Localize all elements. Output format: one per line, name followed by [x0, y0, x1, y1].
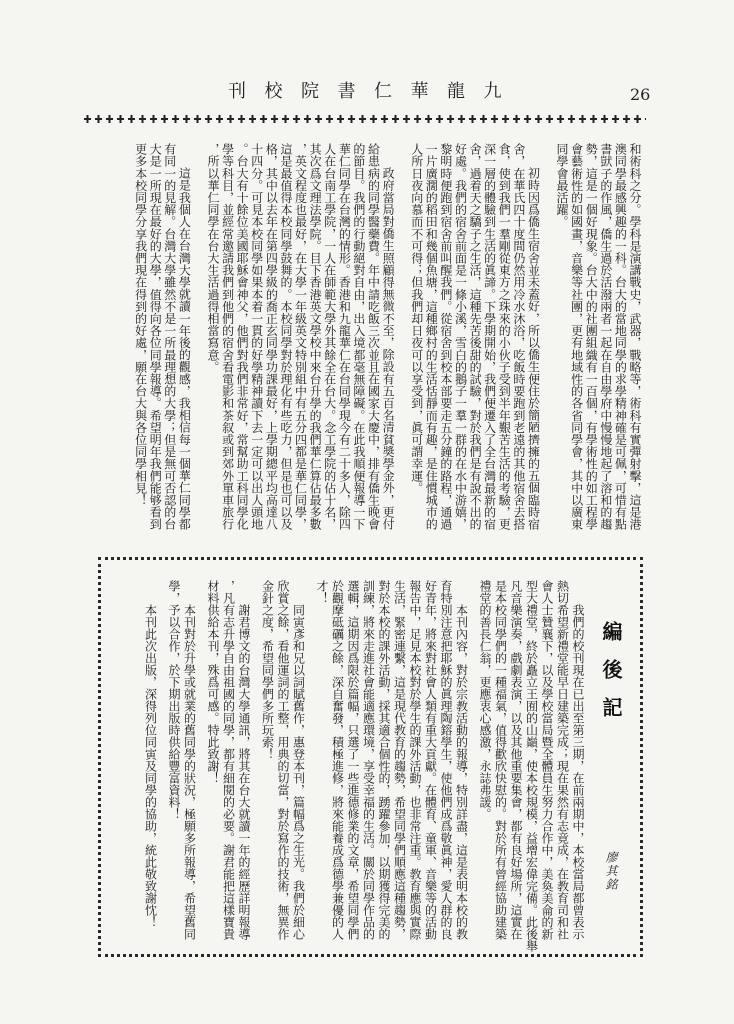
editorial-body: [142, 580, 585, 952]
text-column: 初時因爲僑生宿舍並未蓋好，所以僑生便住於簡陋擠擁的五個臨時宿: [526, 167, 541, 530]
text-column: 有同一的見解。台灣大學雖然不是一所最理想的大學；但是無可否認的台: [162, 143, 177, 531]
text-column: 勢，這是一個好現象。台大中的社團組織有一百個，有學術性的如工程學: [584, 143, 599, 531]
text-column: 欣賞之餘，看他運詞的工整，用典的切當，對於寫作的技術，無異作: [276, 580, 290, 940]
text-column: 。台大有十餘位美國耶穌會神父，他們對我們非常好，常幫助工科同學化: [235, 143, 250, 531]
text-column: 和術科之分。學科是演講戰史，武器，戰略等，術科有實彈射擊，這是港: [628, 143, 642, 531]
cross-ornament-rule: [84, 115, 646, 123]
text-column: 禮堂的善長仁翁，更應衷心感激，永誌弗諼。: [478, 580, 492, 820]
page-number: 26: [630, 85, 651, 104]
text-column: 學，予以合作，於下期出版時供給豐富資料！: [167, 580, 181, 820]
text-column: 生活，緊密連繫，這是現代教育的趨勢，希望同學們順應這種趨勢，: [392, 580, 407, 940]
text-column: 訓練，將來走進社會能適應環境，享受幸福的生活。關於同學作品的: [361, 580, 376, 940]
text-column: 是本校同學們的一種福氣，值得歡欣快慰的。對於所有曾經協助建築: [493, 580, 508, 940]
editorial-title: 編後記: [599, 621, 623, 735]
masthead-title: 九龍華仁書院校刊: [228, 81, 520, 102]
text-column: 這是我個人在台灣大學就讀一年後的觀感，我相信每一個華仁同學都: [177, 167, 192, 530]
text-column: ，凡有志升學自由祖國的同學，都有細閱的必要。謝君能把這樣寶貴: [221, 580, 236, 940]
text-column: 一片廣濶的稻田和幾個魚塘，這種鄉村的生活恬靜而有趣，是住慣城市的: [424, 143, 439, 531]
paragraph: [409, 143, 540, 535]
paragraph: [259, 580, 306, 942]
text-column: ，英文程度也最好，在大學一年級英文特別組中有五分四都是華仁同學，: [293, 143, 308, 531]
text-column: 更多本校同學分享我們現在得到的好處，願在台大與各位同學相見！: [133, 143, 148, 506]
text-column: 大是一所現在最好的大學，值得向各位同學報導。希望明年我們能够看到: [148, 143, 163, 531]
text-column: 舍，過着天之驕子之生活，這種先苦後甜的試驗，對於我們是有說不出的: [468, 143, 483, 531]
text-column: 同寅彥和兄以詞賦舊作，惠登本刊，篇幅爲之生光。我們於細心: [291, 604, 306, 940]
text-column: 於觀摩砥礪之餘，深自奮發，積極進修，將來能養成爲德學兼優的人: [330, 580, 345, 940]
text-column: 這是最值得本校同學鼓舞的。本校同學對於理化有些吃力，但是也可以及: [278, 143, 293, 531]
paragraph: [477, 580, 586, 952]
text-column: 書獃子的作風，僑生過於活潑兩者一起在自由學府中慢慢地起了溶和的趨: [598, 143, 613, 531]
text-column: 好處。我們的宿舍前面是一條小溪，雪白的鵝子一羣一群的在水中游嬉，: [453, 143, 468, 531]
paragraph: [205, 143, 395, 535]
text-column: 十四分。可見本校同學如果本着一貫的好學精神讀下去一定可以出人頭地: [249, 143, 264, 531]
text-column: 本刊對於升學或就業的舊同學的狀況，極願多所報導，希望舊同: [182, 604, 197, 940]
paragraph: [314, 580, 469, 942]
text-column: 對於本校的課外活動，採其適合個性的，踴躍參加，以期獲得完美的: [377, 580, 391, 940]
text-column: 熱切希望新禮堂能早日建築完成；現在果然有志竟成，在教育司和社: [555, 580, 570, 940]
text-column: 給患病的同學醫藥費。年中請吃飯三次並且在國家大慶中，排有僑生晚會: [366, 143, 381, 531]
text-column: 深一層的體驗到生活的眞諦。下學期開始，我們便遷入了全台灣最新的宿: [482, 143, 497, 531]
paragraph: [554, 143, 642, 535]
text-column: 選輯，這期因爲限於篇幅，只選了一些進德修業的文章，希望同學們: [346, 580, 360, 940]
text-column: 學等科目，並經常邀請我們到他們的宿舍看電影和茶叙或到郊外單車旅行: [220, 143, 235, 531]
text-column: 會人士贊襄下，以及學校當局暨全體員生努力合作中，美奐美侖的新: [540, 580, 554, 940]
text-column: 好青年，將來對社會人類有重大貢獻。在體育、童軍、音樂等的活動: [423, 580, 438, 940]
text-column: 我們的校刊現在已出至第三期，在前兩期中，本校當局都曾表示: [571, 604, 585, 940]
text-column: 格，其中以去年在第四學級的喬正玄同學功課最好，上學期總平均高達八: [264, 143, 279, 531]
text-column: 食，使到我們一羣剛從東方之珠來的小伙子受到半年艱苦生活的考驗，更: [497, 143, 512, 531]
text-column: 才！: [315, 580, 329, 604]
text-column: 型大禮堂，終於矗立王囿的山巔，使本校規模，益增宏偉完備。此後舉: [524, 580, 539, 952]
text-column: 會藝術性的如國畫，音樂等社團，更有地域性的各省同學會，其中以廣東: [569, 143, 584, 531]
text-column: 本刊此次出版，深得列位同寅及同學的協助，統此敬致謝忱！: [143, 604, 158, 928]
text-column: 謝君博文的台灣大學通訊，將其在台大就讀一年的經歷詳明報導: [237, 604, 251, 940]
text-column: 的節目。我們的行動絕對自由，出入境都毫無障礙。在此我順便報導一下: [351, 143, 366, 531]
paragraph: [133, 143, 191, 535]
text-column: 金針之度，希望同學們多所玩索！: [260, 580, 275, 760]
text-column: 同學會最活躍。: [555, 143, 570, 228]
editorial-author: 廖其銘: [604, 851, 618, 892]
text-column: 黎明時便跑到宿舍前叫醒我們。從宿舍到校本部要走五分鐘的路程，通過: [438, 143, 453, 531]
text-column: 舍，在華氏四十度間仍然用冷水沐浴，吃飯時要跑到老遠的其他宿舍去搭: [511, 143, 526, 531]
paragraph: [166, 580, 197, 942]
text-column: 華仁同學在台灣的情形。香港和九龍華仁在台同學現今有二十多人，除四: [337, 143, 352, 531]
text-column: 育特別注意把耶穌的眞理陶鎔學生，使他們成爲敬眞神，愛人群的良: [439, 580, 453, 940]
text-column: 凡音樂演奏，戲劇表演，以及其他重要集會，都有良好場所，這實在: [509, 580, 523, 940]
paragraph: [205, 580, 252, 942]
text-column: 本刊內容，對於宗教活動的報導，特別詳盡，這是表明本校的教: [454, 604, 469, 940]
text-column: 報告中，足見本校對於學生的課外活動，也非常注重。教育應與實際: [408, 580, 422, 940]
paragraph: [142, 580, 158, 942]
text-column: 其次爲文理法學院。目下香港英文學校中來台升學的我們華仁算佔最多數: [308, 143, 323, 531]
text-column: 材料供給本刊，殊爲可感。特此致謝！: [206, 580, 220, 784]
article-body: [133, 143, 642, 535]
text-column: 人所日夜向慕而不可得；但我們却日夜可以享受到，眞可謂幸運。: [409, 143, 424, 494]
text-column: ，所以華仁同學在台大生活過得相當寫意。: [205, 143, 220, 373]
text-column: 政府當局對僑生照顧得無微不至，除設有五百名清貧奬學金外，更付: [381, 167, 396, 530]
text-column: 澳同學最感興趣的一科。台大的當地同學的求學精神確是可佩，可惜有點: [613, 143, 628, 531]
text-column: 人在台南工學院，一人在師範大學外其餘全在台大。念工學院的佔十名，: [322, 143, 337, 531]
